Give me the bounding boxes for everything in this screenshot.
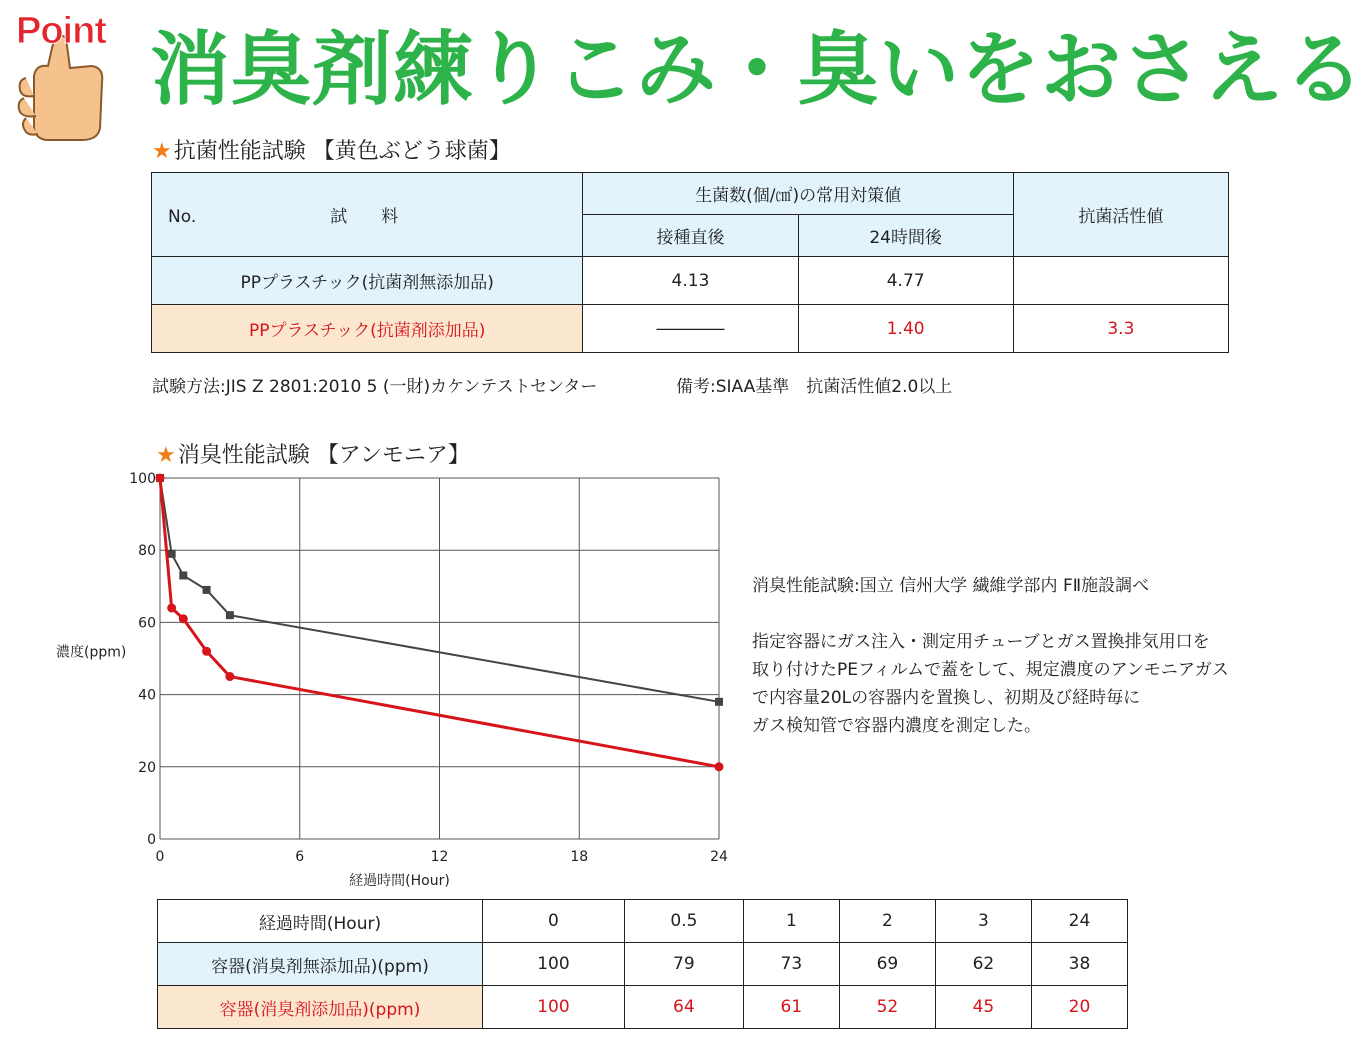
additive-label-cell: 容器(消臭剤添加品)(ppm) bbox=[158, 986, 483, 1029]
data-point bbox=[715, 762, 724, 771]
remark-note: 備考:SIAA基準 抗菌活性値2.0以上 bbox=[676, 377, 953, 397]
data-point bbox=[203, 586, 211, 594]
y-tick-label: 20 bbox=[138, 759, 156, 776]
sample-header-cell bbox=[152, 173, 583, 257]
immediate-cell: ―――― bbox=[583, 305, 798, 353]
after24-cell: 4.77 bbox=[798, 257, 1013, 305]
data-point bbox=[226, 611, 234, 619]
data-point bbox=[167, 603, 176, 612]
value-cell: 45 bbox=[935, 986, 1031, 1029]
page-title: 消臭剤練りこみ・臭いをおさえる bbox=[150, 23, 1365, 116]
deodorant-title-text: 消臭性能試験 【アンモニア】 bbox=[177, 443, 470, 468]
y-tick-label: 80 bbox=[138, 543, 156, 560]
after24-header: 24時間後 bbox=[798, 215, 1013, 257]
hour-cell: 0.5 bbox=[624, 900, 743, 943]
value-cell: 61 bbox=[743, 986, 839, 1029]
data-point bbox=[168, 550, 176, 558]
point-badge bbox=[12, 8, 140, 142]
description-line: 取り付けたPEフィルムで蓋をして、規定濃度のアンモニアガス bbox=[752, 660, 1229, 680]
y-axis-label: 濃度(ppm) bbox=[56, 644, 127, 661]
hour-cell: 2 bbox=[839, 900, 935, 943]
value-cell: 20 bbox=[1031, 986, 1127, 1029]
table-row bbox=[158, 900, 1128, 943]
point-badge-text: Point bbox=[16, 10, 106, 52]
value-cell: 62 bbox=[935, 943, 1031, 986]
y-tick-label: 40 bbox=[138, 687, 156, 704]
hours-label-cell: 経過時間(Hour) bbox=[158, 900, 483, 943]
data-point bbox=[179, 614, 188, 623]
value-cell: 69 bbox=[839, 943, 935, 986]
sample-cell: PPプラスチック(抗菌剤添加品) bbox=[152, 305, 583, 353]
value-cell: 79 bbox=[624, 943, 743, 986]
activity-cell: 3.3 bbox=[1013, 305, 1228, 353]
description-line: で内容量20Lの容器内を置換し、初期及び経時毎に bbox=[752, 688, 1141, 708]
data-point bbox=[202, 647, 211, 656]
deodorant-section-title bbox=[156, 438, 470, 469]
y-tick-label: 60 bbox=[138, 615, 156, 632]
description-line: ガス検知管で容器内濃度を測定した。 bbox=[752, 716, 1041, 736]
ammonia-line-chart bbox=[56, 466, 760, 896]
value-cell: 100 bbox=[483, 943, 625, 986]
table-row bbox=[158, 986, 1128, 1029]
activity-cell bbox=[1013, 257, 1228, 305]
description-line: 指定容器にガス注入・測定用チューブとガス置換排気用口を bbox=[752, 632, 1210, 652]
count-group-header: 生菌数(個/㎠)の常用対策値 bbox=[583, 173, 1013, 215]
antibacterial-section-title bbox=[152, 134, 511, 165]
value-cell: 38 bbox=[1031, 943, 1127, 986]
x-tick-label: 12 bbox=[430, 849, 449, 865]
sample-header: 試 料 bbox=[330, 207, 399, 227]
after24-cell: 1.40 bbox=[798, 305, 1013, 353]
data-point bbox=[156, 474, 165, 483]
immediate-header: 接種直後 bbox=[583, 215, 798, 257]
value-cell: 64 bbox=[624, 986, 743, 1029]
antibacterial-title-text: 抗菌性能試験 【黄色ぶどう球菌】 bbox=[173, 139, 511, 164]
data-point bbox=[715, 698, 723, 706]
value-cell: 73 bbox=[743, 943, 839, 986]
x-tick-label: 6 bbox=[295, 849, 305, 865]
hour-cell: 0 bbox=[483, 900, 625, 943]
test-description bbox=[752, 572, 1229, 740]
data-point bbox=[179, 571, 187, 579]
y-tick-label: 0 bbox=[147, 832, 156, 848]
hour-cell: 1 bbox=[743, 900, 839, 943]
value-cell: 52 bbox=[839, 986, 935, 1029]
x-tick-label: 24 bbox=[710, 849, 728, 865]
star-icon: ★ bbox=[152, 139, 172, 164]
deodorant-table bbox=[157, 899, 1128, 1029]
table-row bbox=[158, 943, 1128, 986]
activity-header: 抗菌活性値 bbox=[1013, 173, 1228, 257]
no-additive-label-cell: 容器(消臭剤無添加品)(ppm) bbox=[158, 943, 483, 986]
x-tick-label: 18 bbox=[570, 849, 589, 865]
data-point bbox=[225, 672, 234, 681]
x-tick-label: 0 bbox=[155, 849, 165, 865]
hour-cell: 3 bbox=[935, 900, 1031, 943]
hour-cell: 24 bbox=[1031, 900, 1127, 943]
antibacterial-table bbox=[151, 172, 1229, 353]
sample-cell: PPプラスチック(抗菌剤無添加品) bbox=[152, 257, 583, 305]
test-method-note: 試験方法:JIS Z 2801:2010 5 (一財)カケンテストセンター bbox=[152, 377, 598, 397]
immediate-cell: 4.13 bbox=[583, 257, 798, 305]
table-row bbox=[152, 257, 1229, 305]
table-row bbox=[152, 305, 1229, 353]
star-icon: ★ bbox=[156, 443, 176, 468]
x-axis-label: 経過時間(Hour) bbox=[349, 873, 450, 889]
description-spacer bbox=[752, 600, 1229, 628]
no-header: No. bbox=[168, 207, 197, 227]
description-line: 消臭性能試験:国立 信州大学 繊維学部内 FⅡ施設調べ bbox=[752, 576, 1150, 596]
value-cell: 100 bbox=[483, 986, 625, 1029]
y-tick-label: 100 bbox=[129, 471, 156, 487]
